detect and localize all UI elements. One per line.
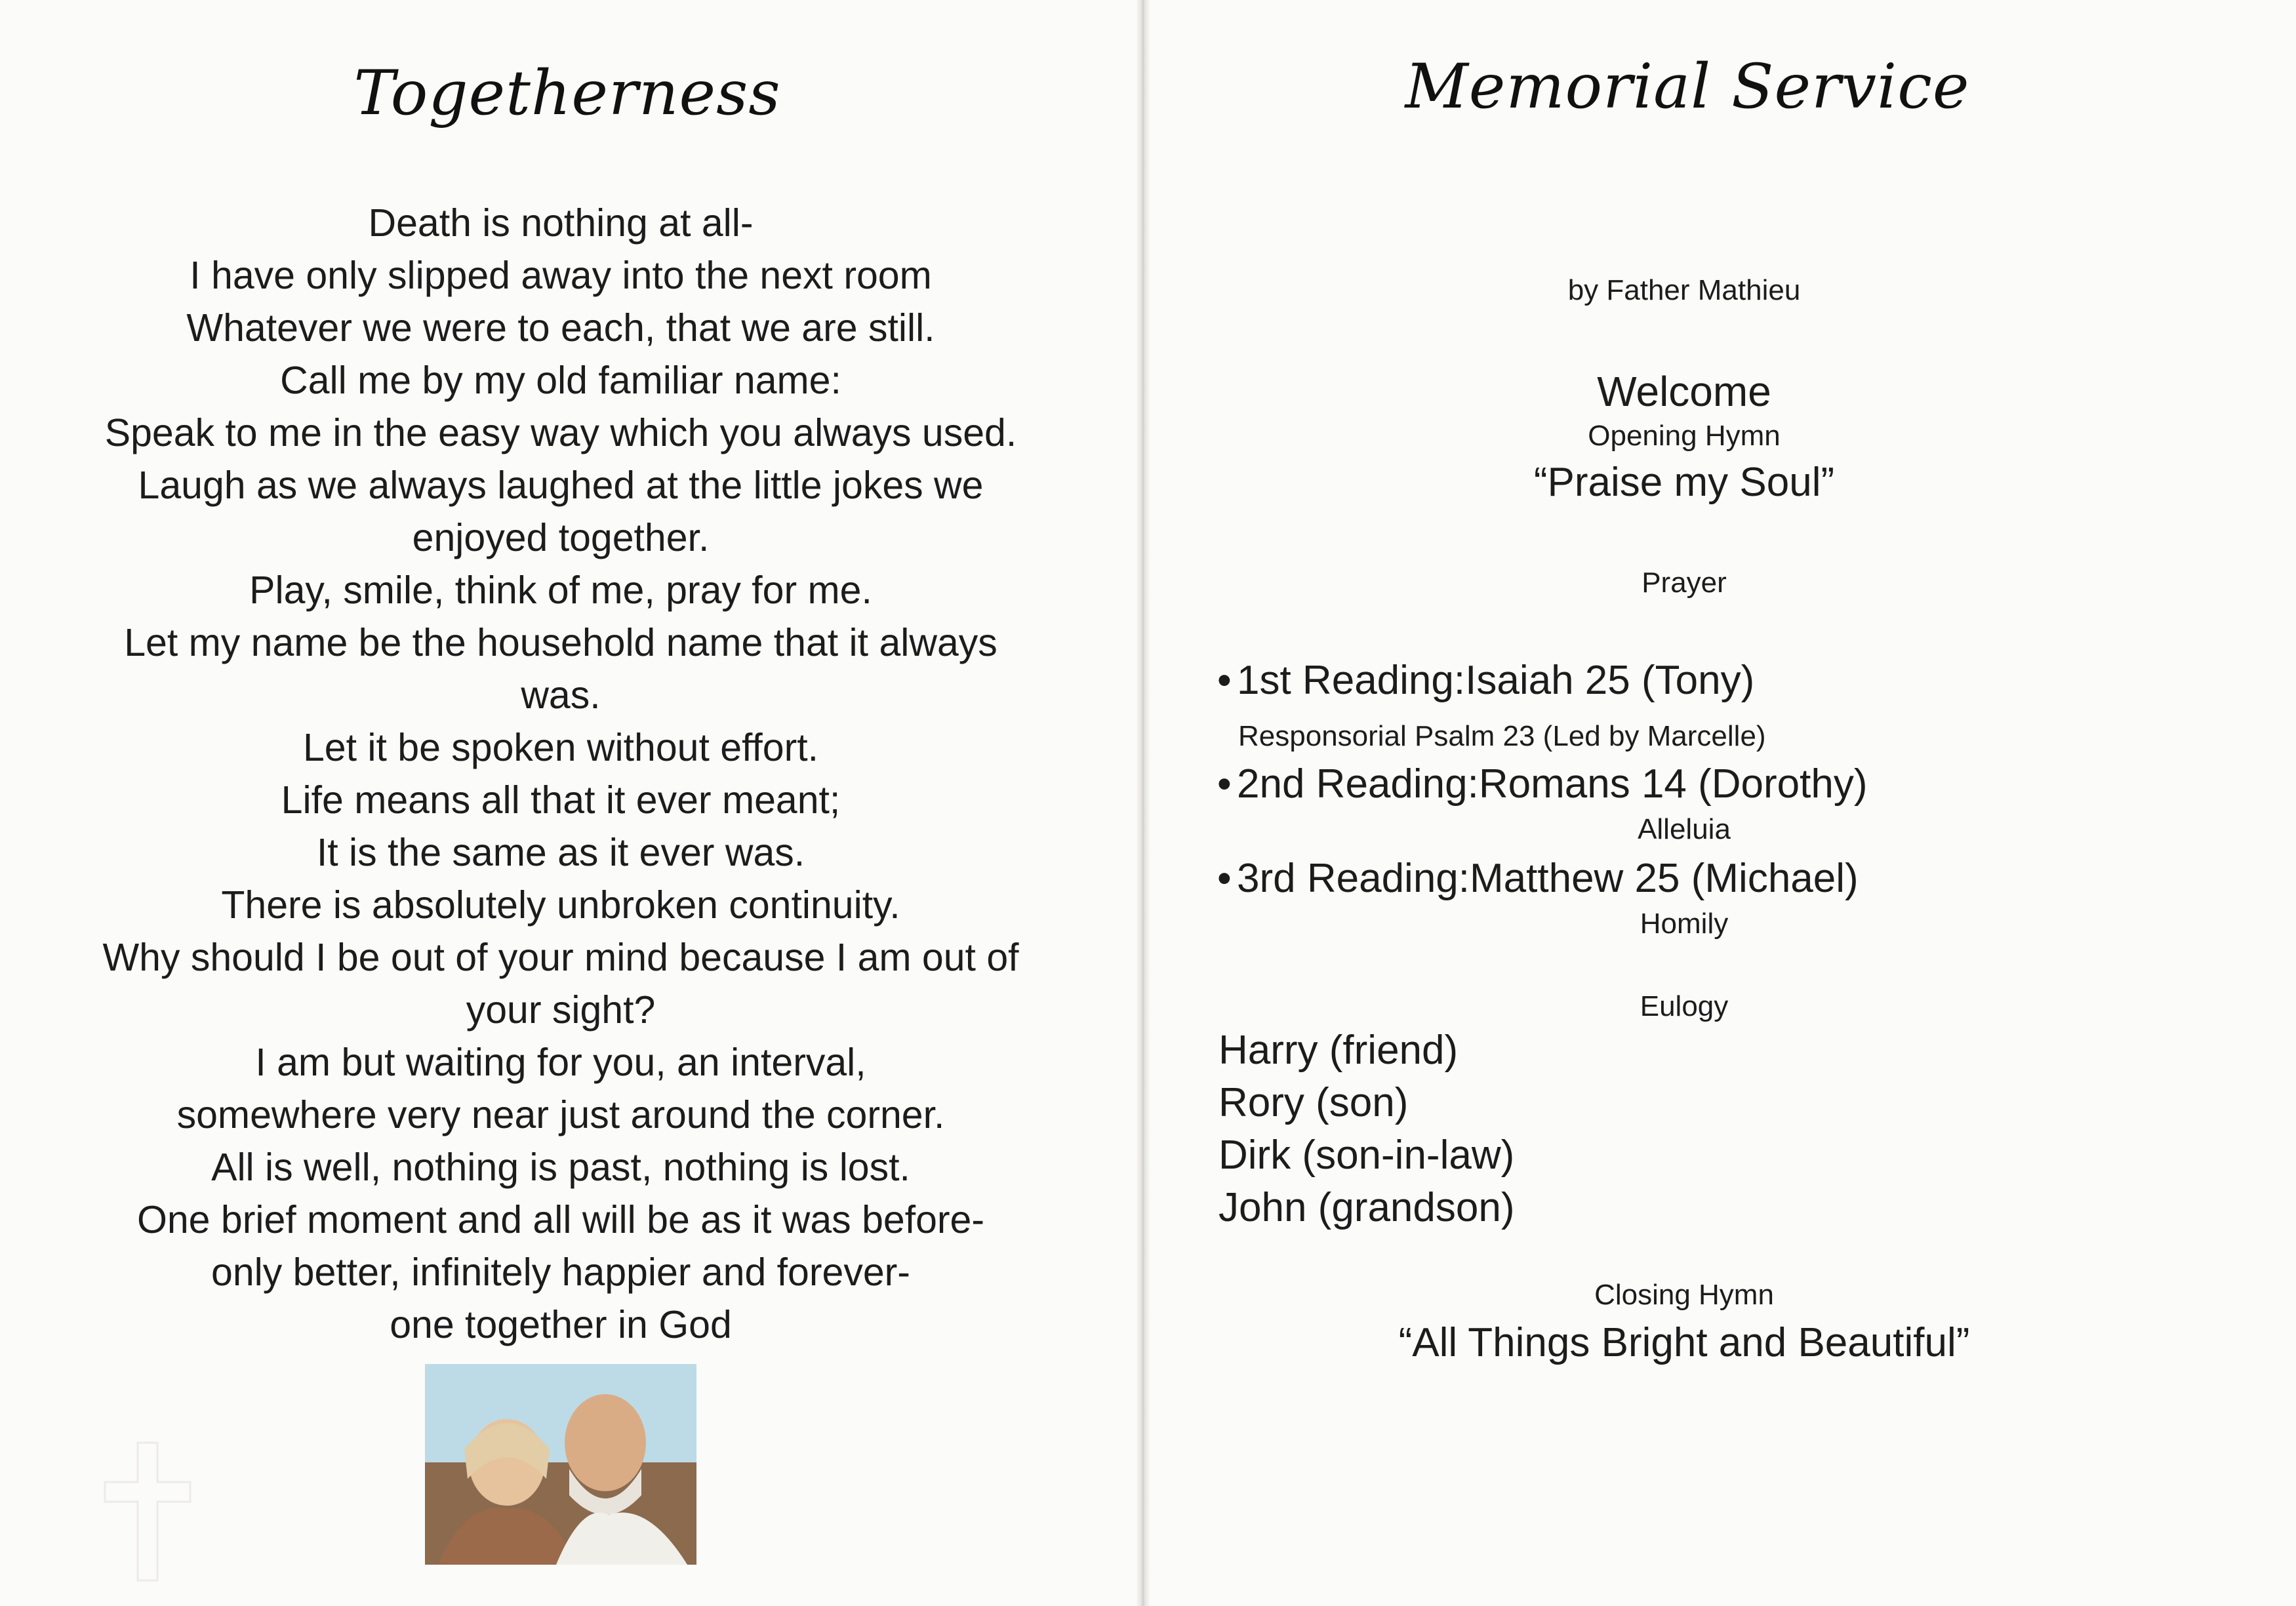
- poem-line: somewhere very near just around the corner.: [176, 1093, 945, 1136]
- alleluia-heading: Alleluia: [1638, 813, 1731, 845]
- eulogy-speaker: Harry (friend): [1218, 1028, 1459, 1073]
- reading-1-text: 1st Reading:Isaiah 25 (Tony): [1237, 658, 1755, 703]
- prayer-heading: Prayer: [1641, 567, 1727, 599]
- poem-line: only better, infinitely happier and forever-: [211, 1251, 910, 1294]
- poem-line: I have only slipped away into the next room: [190, 254, 932, 297]
- reading-2: [1217, 761, 1868, 807]
- eulogy-speaker: John (grandson): [1218, 1185, 1515, 1230]
- poem-line: Call me by my old familiar name:: [280, 359, 841, 402]
- homily-heading: Homily: [1640, 908, 1729, 940]
- poem-line: Laugh as we always laughed at the little jokes we: [138, 464, 984, 507]
- poem-line: There is absolutely unbroken continuity.: [221, 883, 900, 927]
- couple-photo: [425, 1364, 696, 1565]
- poem-line: Why should I be out of your mind because I am out of: [102, 936, 1019, 979]
- poem-line: All is well, nothing is past, nothing is lost.: [211, 1146, 910, 1189]
- bullet-icon: •: [1217, 761, 1232, 807]
- poem-line: Death is nothing at all-: [368, 201, 754, 245]
- opening-hymn-label: Opening Hymn: [1588, 420, 1781, 452]
- reading-3-text: 3rd Reading:Matthew 25 (Michael): [1237, 856, 1859, 901]
- poem-line: One brief moment and all will be as it was before-: [136, 1198, 985, 1241]
- poem-line: Let my name be the household name that it always: [124, 621, 997, 664]
- poem-line: Whatever we were to each, that we are still.: [186, 306, 935, 350]
- closing-hymn-title: “All Things Bright and Beautiful”: [1398, 1320, 1970, 1365]
- poem-line: I am but waiting for you, an interval,: [255, 1041, 866, 1084]
- service-order: [1146, 0, 2296, 1606]
- poem: [98, 197, 1023, 1351]
- reading-3: [1217, 855, 1859, 902]
- opening-hymn-title: “Praise my Soul”: [1533, 460, 1835, 505]
- cross-icon: [98, 1436, 197, 1587]
- poem-line: Speak to me in the easy way which you always used.: [104, 411, 1017, 454]
- reading-2-text: 2nd Reading:Romans 14 (Dorothy): [1237, 761, 1868, 807]
- poem-line: Life means all that it ever meant;: [281, 778, 841, 822]
- poem-line: Play, smile, think of me, pray for me.: [249, 569, 872, 612]
- responsorial-psalm: Responsorial Psalm 23 (Led by Marcelle): [1238, 720, 1766, 752]
- poem-line: enjoyed together.: [412, 516, 710, 559]
- couple-photo-graphic: [425, 1364, 696, 1565]
- closing-hymn-label: Closing Hymn: [1594, 1279, 1774, 1311]
- bullet-icon: •: [1217, 856, 1232, 901]
- eulogy-heading: Eulogy: [1640, 990, 1729, 1022]
- officiant-line: by Father Mathieu: [1567, 274, 1801, 306]
- eulogy-speaker: Dirk (son-in-law): [1218, 1133, 1515, 1178]
- poem-line: was.: [521, 673, 601, 717]
- poem-line: Let it be spoken without effort.: [302, 726, 819, 769]
- welcome-heading: Welcome: [1597, 368, 1771, 415]
- poem-line: your sight?: [466, 988, 656, 1032]
- eulogy-speaker: Rory (son): [1218, 1080, 1409, 1125]
- memorial-service-title: Memorial Service: [1405, 51, 1970, 123]
- bullet-icon: •: [1217, 658, 1232, 703]
- togetherness-title: Togetherness: [353, 58, 781, 129]
- reading-1: [1217, 657, 1754, 704]
- poem-line: It is the same as it ever was.: [316, 831, 805, 874]
- poem-line: one together in God: [390, 1303, 732, 1346]
